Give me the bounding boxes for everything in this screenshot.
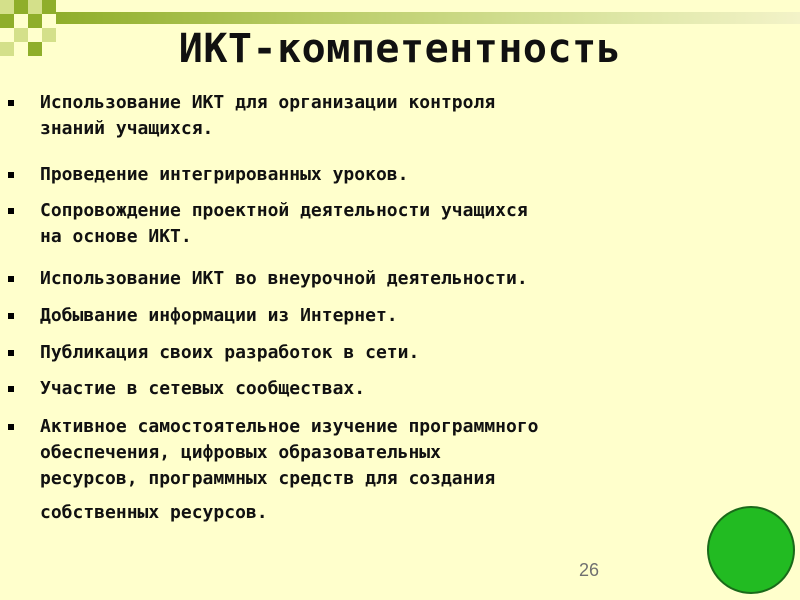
bullet-marker bbox=[8, 350, 14, 356]
bullet-marker bbox=[8, 386, 14, 392]
green-circle-shape bbox=[707, 506, 795, 594]
bullet-line: ресурсов, программных средств для создания bbox=[40, 468, 496, 489]
bullet-line: Добывание информации из Интернет. bbox=[40, 305, 398, 326]
bullet-item bbox=[40, 198, 790, 250]
bullet-item bbox=[40, 414, 790, 526]
bullet-line: на основе ИКТ. bbox=[40, 226, 192, 247]
page-number: 26 bbox=[579, 560, 600, 580]
bullet-line: Участие в сетевых сообществах. bbox=[40, 378, 366, 399]
bullet-item bbox=[40, 162, 790, 188]
bullet-line: Проведение интегрированных уроков. bbox=[40, 164, 409, 185]
bullet-item bbox=[40, 303, 790, 329]
bullet-line: Использование ИКТ для организации контроля bbox=[40, 92, 496, 113]
bullet-item bbox=[40, 266, 790, 292]
bullet-item bbox=[40, 376, 790, 402]
slide-title: ИКТ-компетентность bbox=[178, 26, 622, 72]
bullet-marker bbox=[8, 313, 14, 319]
bullet-line: Использование ИКТ во внеурочной деятельности. bbox=[40, 268, 528, 289]
bullet-item bbox=[40, 90, 790, 142]
bullet-marker bbox=[8, 276, 14, 282]
bullet-item bbox=[40, 340, 790, 366]
bullet-line: Активное самостоятельное изучение программного bbox=[40, 416, 539, 437]
bullet-marker bbox=[8, 424, 14, 430]
bullet-marker bbox=[8, 208, 14, 214]
bullet-marker bbox=[8, 172, 14, 178]
bullet-line: знаний учащихся. bbox=[40, 118, 214, 139]
bullet-line: Публикация своих разработок в сети. bbox=[40, 342, 420, 363]
bullet-line: Сопровождение проектной деятельности учащихся bbox=[40, 200, 528, 221]
bullet-line: обеспечения, цифровых образовательных bbox=[40, 442, 441, 463]
bullet-marker bbox=[8, 100, 14, 106]
bullet-line: собственных ресурсов. bbox=[40, 502, 268, 523]
